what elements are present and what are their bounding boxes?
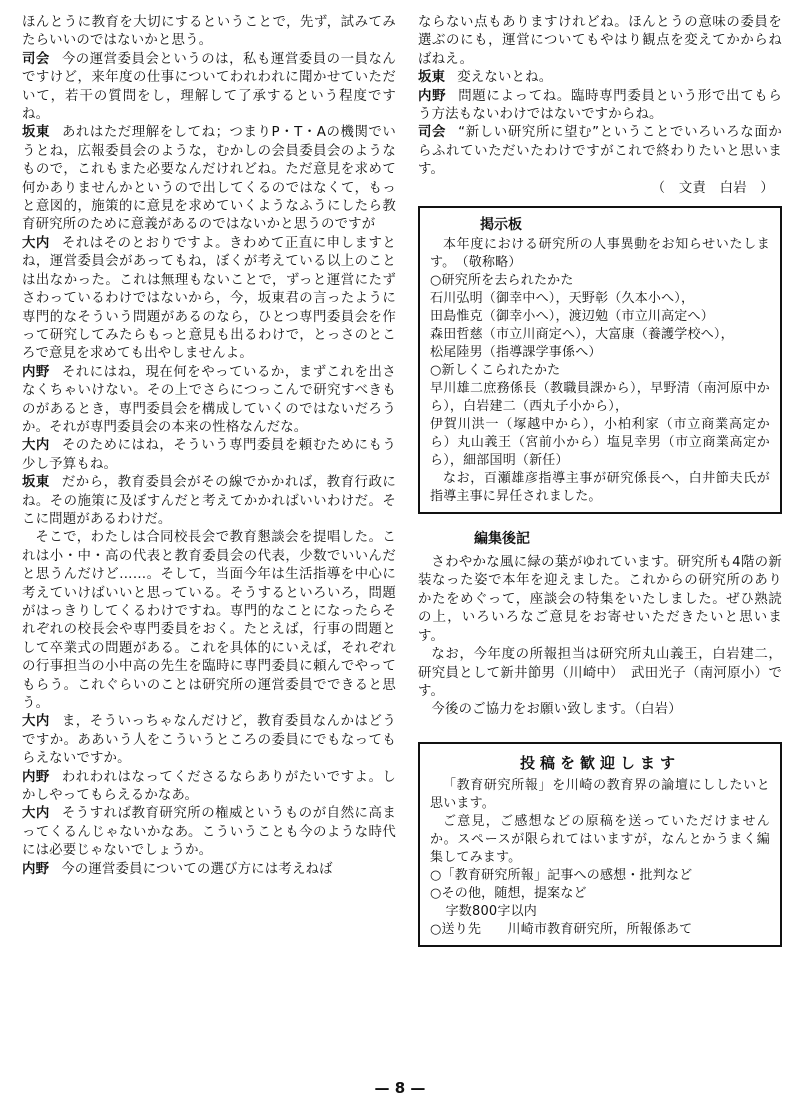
speaker-name: 司会 (22, 51, 50, 67)
submissions-item: ○「教育研究所報」記事への感想・批判など (430, 867, 693, 883)
dialogue-paragraph: 坂東 だから，教育委員会がその線でかかれば，教育行政にね。その施策に及ぼすんだと考えてかかればいいわけだ。そこに問題があるわけだ。 (22, 475, 396, 527)
notice-line: ○新しくこられたかた (430, 363, 561, 379)
notice-board (418, 206, 782, 514)
submissions-item: 字数800字以内 (445, 903, 538, 919)
dialogue-paragraph: 大内 ま，そういっちゃなんだけど，教育委員なんかはどうですか。ああいう人をこういうところの委員にでもなってもらえないですか。 (22, 714, 396, 767)
dialogue-paragraph: 内野 問題によってね。臨時専門委員という形で出てもらう方法もないわけではないですからね。 (418, 88, 782, 123)
dialogue-paragraph: 内野 それにはね，現在何をやっているか，まずこれを出さなくちゃいけない。その上でさらにつっこんで研究すべきものがあるとき，専門委員会を構成していくのではないだろうか。それが専門委員会の本来の性格なんだな。 (22, 364, 396, 435)
submissions-box (418, 742, 782, 947)
notice-line: ○研究所を去られたかた (430, 273, 574, 289)
speaker-name: 内野 (418, 88, 447, 104)
notice-line: 石川弘明（御幸中へ），天野彰（久本小へ）， (430, 291, 695, 307)
editor-notes-title: 編集後記 (474, 531, 530, 548)
dialogue-paragraph: 大内 そうすれば教育研究所の権威というものが自然に高まってくるんじゃないかなあ。こういうことも今のような時代には必要じゃないでしょうか。 (22, 806, 396, 859)
submissions-paragraph: ご意見，ご感想などの原稿を送っていただけませんか。スペースが限られてはいますが，なんとかうまく編集してみます。 (430, 813, 770, 865)
dialogue-paragraph: 内野 今の運営委員についての選び方には考えねば (22, 861, 333, 877)
speaker-name: 坂東 (22, 475, 50, 491)
submissions-item: ○その他，随想，提案など (430, 885, 587, 901)
speaker-name: 坂東 (418, 70, 446, 86)
dialogue-paragraph: 坂東 あれはただ理解をしてね；つまりP・T・Aの機関でいうとね，広報委員会のような，むかしの会員委員会のようなもので，これもまた必要なんだけれどね。ただ意見を求めて何かありませんかというので出してくるのではなくて，もっと意図的，施策的に意見を求めていくようなふうにしたら教育研究所のために意義があるのではないかと思うのですが (22, 125, 396, 233)
dialogue-paragraph: 大内 そのためにはね，そういう専門委員を頼むためにもう少し予算もね。 (22, 438, 396, 472)
notice-line: 松尾陸男（指導課学事係へ） (430, 345, 602, 361)
dialogue-paragraph: 司会 今の運営委員会というのは，私も運営委員の一員なんですけど，来年度の仕事についてわれわれに聞かせていただいて，若干の質問をし，理解して了承するという程度ですね。 (22, 51, 396, 123)
submissions-paragraph: 「教育研究所報」を川崎の教育界の論壇にししたいと思います。 (430, 777, 770, 811)
notice-board-title: 掲示板 (480, 217, 522, 234)
dialogue-paragraph: 司会 “新しい研究所に望む”ということでいろいろな面からふれていただいたわけですがこれで終わりたいと思います。 （ 文責 白岩 ） (418, 124, 782, 198)
editor-notes-paragraph: なお，今年度の所報担当は研究所丸山義王，白岩建二，研究員として新井節男（川崎中） 武田光子（南河原小）です。 (418, 647, 782, 699)
speaker-name: 司会 (418, 125, 447, 141)
speaker-name: 坂東 (22, 125, 50, 141)
speaker-name: 大内 (22, 235, 50, 251)
speaker-name: 大内 (22, 438, 50, 454)
dialogue-paragraph: そこで，わたしは合同校長会で教育懇談会を提唱した。これは小・中・高の代表と教育委員会の代表，少数でいいんだと思うんだけど……。そして，当面今年は生活指導を中心に考えていけばいいと思っている。そうするといろいろ，問題がはっきりしてくるわけですね。専門的なことになったらそれぞれの校長会や専門委員をおく。たとえば，行事の問題として卒業式の問題がある。これを具体的にいえば，それぞれの行事担当の小中高の先生を臨時に専門委員に頼んでやってもらう。これぐらいのことは研究所の運営委員でできると思う。 (22, 530, 396, 712)
page-number: — 8 — (374, 1079, 426, 1097)
speaker-name: 大内 (22, 714, 50, 730)
submissions-title: 投稿を歓迎します (519, 753, 680, 772)
right-column (418, 14, 782, 947)
notice-note: なお，百瀬雄彦指導主事が研究係長へ，白井節夫氏が指導主事に昇任されました。 (430, 471, 770, 505)
notice-line: 森田哲慈（市立川商定へ），大富康（養護学校へ）， (430, 327, 734, 343)
dialogue-paragraph: ならない点もありますけれどね。ほんとうの意味の委員を選ぶのにも，運営についてもやはり観点を変えてかからねばねえ。 (418, 15, 782, 67)
credit: （ 文責 白岩 ） (651, 180, 774, 196)
dialogue-paragraph: 大内 それはそのとおりですよ。きわめて正直に申しますとね，運営委員会があってもね，ぼくが考えている以上のことは出なかった。これは無理もないことで，ずっと運営にたずさわっているわけではないから，今，坂東君の言ったように専門的なそういう問題があるのなら，ひとつ専門委員会を作って研究してみたらもっと意見も出るわけで，とっさのところで意見を求めても出やしませんよ。 (22, 235, 396, 362)
notice-line: 田島惟克（御幸小へ），渡辺勉（市立川高定へ） (430, 309, 714, 325)
notice-line: 早川雄二庶務係長（教職員課から），早野清（南河原中から），白岩建二（西丸子小から）， (430, 381, 770, 415)
editor-notes-paragraph: さわやかな風に緑の葉がゆれています。研究所も4階の新装なった姿で本年を迎えました。これからの研究所のありかたをめぐって，座談会の特集をいたしました。ぜひ熟読の上，いろいろなご意見をお寄せいただきたいと思います。 (418, 555, 782, 644)
speaker-name: 内野 (22, 861, 50, 877)
dialogue-paragraph: 内野 われわれはなってくださるならありがたいですよ。しかしやってもらえるかなあ。 (22, 769, 396, 804)
dialogue-paragraph: ほんとうに教育を大切にするということで，先ず，試みてみたらいいのではないかと思う。 (22, 15, 396, 49)
notice-line: 伊賀川洪一（塚越中から），小柏利家（市立商業高定から）丸山義王（宮前小から）塩見幸男（市立商業高定から），細部国明（新任） (430, 417, 770, 469)
submissions-item: ○送り先 川崎市教育研究所，所報係あて (430, 921, 693, 937)
speaker-name: 大内 (22, 806, 50, 822)
left-column (22, 14, 396, 879)
notice-board-intro: 本年度における研究所の人事異動をお知らせいたします。 （敬称略） (430, 237, 770, 271)
speaker-name: 内野 (22, 364, 50, 380)
editor-notes-paragraph: 今後のご協力をお願い致します。（白岩） (431, 702, 682, 718)
speaker-name: 内野 (22, 769, 50, 785)
dialogue-paragraph: 坂東 変えないとね。 (418, 70, 553, 86)
